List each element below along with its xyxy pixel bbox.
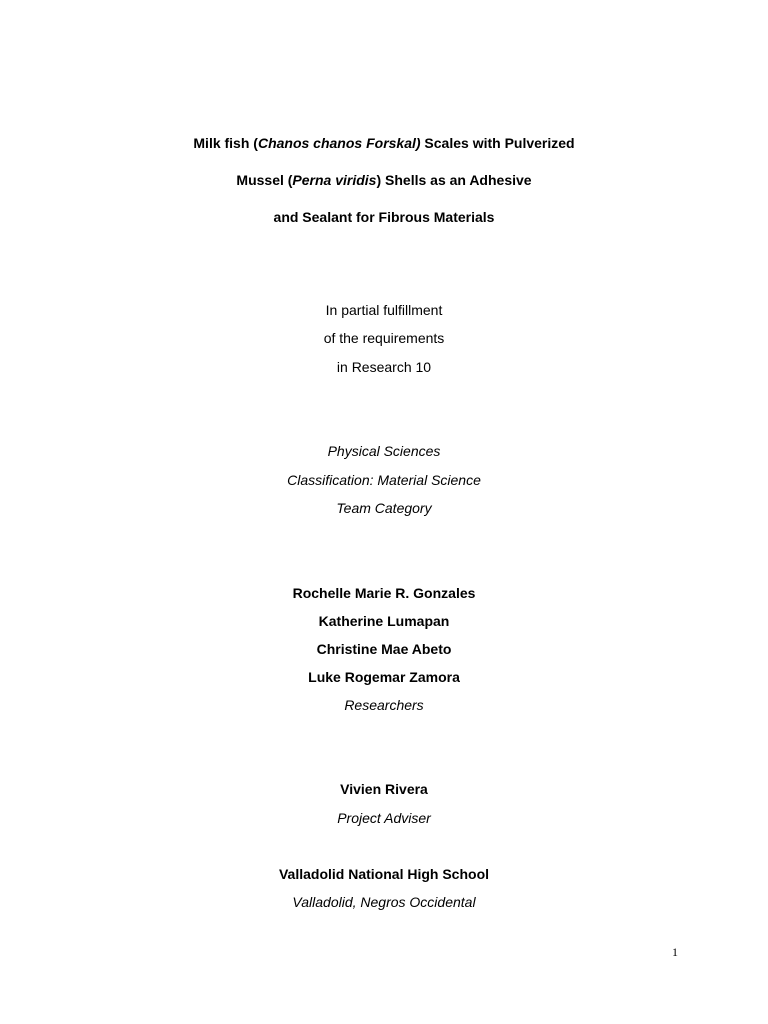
title-line-3: and Sealant for Fibrous Materials: [273, 209, 495, 225]
fulfillment-line-1: In partial fulfillment: [325, 302, 443, 318]
title-line-1: [0, 134, 768, 152]
researcher-name-3: Christine Mae Abeto: [316, 641, 452, 657]
school-location: Valladolid, Negros Occidental: [292, 894, 476, 910]
fulfillment-line-3: in Research 10: [336, 359, 432, 375]
classification-text: Classification: Material Science: [287, 472, 481, 488]
researcher-name-4: Luke Rogemar Zamora: [308, 669, 460, 685]
title-line-2: [0, 171, 768, 189]
school-name: Valladolid National High School: [278, 866, 490, 882]
team-category: Team Category: [336, 500, 432, 516]
adviser-role: Project Adviser: [337, 810, 431, 826]
fulfillment-line-2: of the requirements: [323, 330, 445, 346]
title-line-1-part-1: Milk fish (: [193, 135, 258, 151]
researchers-role: Researchers: [344, 697, 424, 713]
title-line-1-part-2: Scales with Pulverized: [420, 135, 575, 151]
researcher-name-1: Rochelle Marie R. Gonzales: [292, 585, 476, 601]
page-number: 1: [672, 945, 678, 959]
title-line-2-part-2: ) Shells as an Adhesive: [376, 172, 532, 188]
adviser-name: Vivien Rivera: [340, 781, 428, 797]
researcher-name-2: Katherine Lumapan: [318, 613, 450, 629]
category-field: Physical Sciences: [327, 443, 441, 459]
title-line-2-italic: Perna viridis: [292, 172, 377, 188]
title-line-1-italic: Chanos chanos Forskal): [257, 135, 421, 151]
title-line-2-part-1: Mussel (: [236, 172, 293, 188]
